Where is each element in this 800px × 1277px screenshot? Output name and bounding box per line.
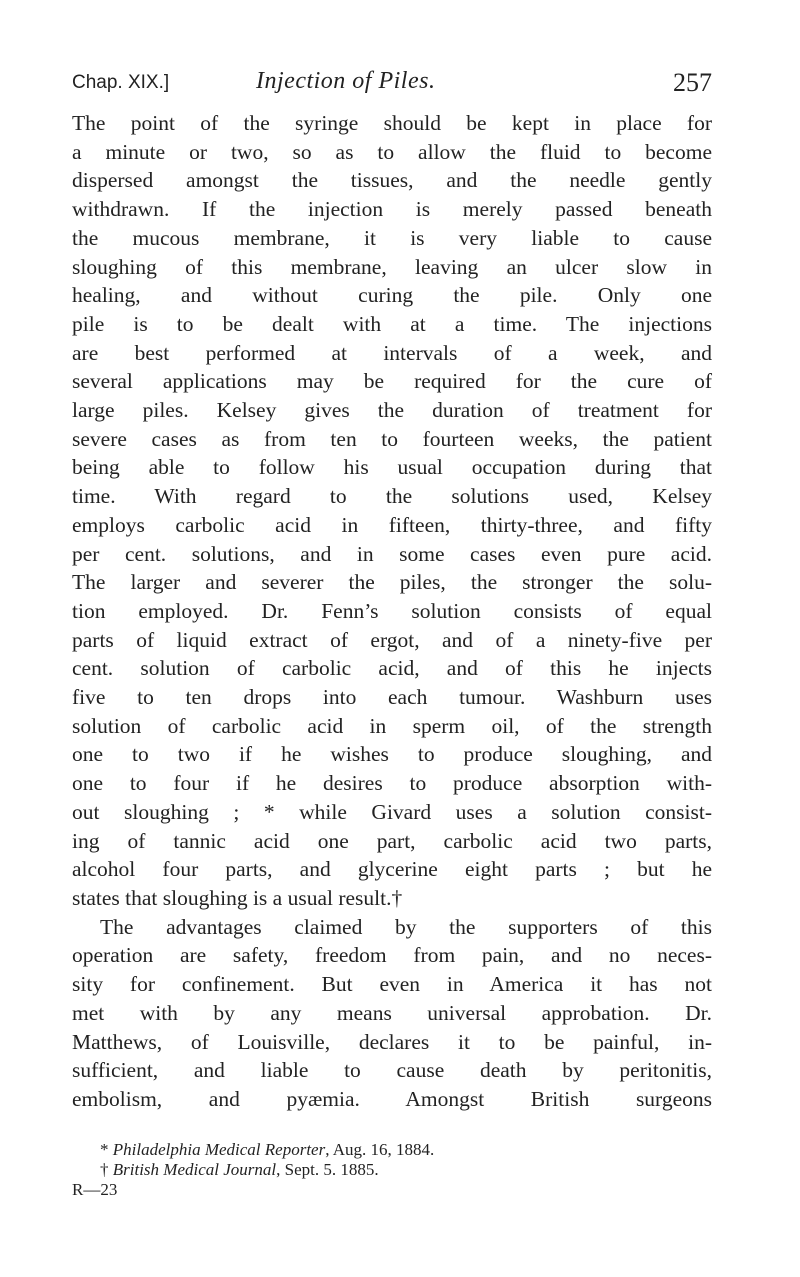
text-line: a minute or two, so as to allow the fluid to become — [72, 139, 712, 164]
text-line: employs carbolic acid in fifteen, thirty-three, and fifty — [72, 512, 712, 537]
footnote-marker: † — [100, 1160, 113, 1179]
running-header — [72, 68, 712, 104]
text-line: states that sloughing is a usual result.† — [72, 885, 403, 910]
text-line: met with by any means universal approbation. Dr. — [72, 1000, 712, 1025]
footnote-list — [72, 1140, 712, 1180]
text-line: parts of liquid extract of ergot, and of a ninety-five per — [72, 627, 712, 652]
text-line: several applications may be required for the cure of — [72, 369, 712, 394]
signature-mark: R—23 — [72, 1180, 118, 1199]
text-line: tion employed. Dr. Fenn’s solution consists of equal — [72, 598, 712, 623]
running-title: Injection of Piles. — [256, 68, 436, 94]
footnote-detail: , Aug. 16, 1884. — [325, 1140, 435, 1159]
text-line: five to ten drops into each tumour. Washburn uses — [72, 685, 712, 710]
text-line: withdrawn. If the injection is merely passed beneath — [72, 197, 712, 222]
text-line: out sloughing ; * while Givard uses a solution consist- — [72, 799, 712, 824]
text-line: solution of carbolic acid in sperm oil, of the strength — [72, 713, 712, 738]
text-line: sloughing of this membrane, leaving an ulcer slow in — [72, 254, 712, 279]
footnote — [72, 1160, 712, 1180]
text-line: cent. solution of carbolic acid, and of this he injects — [72, 656, 712, 681]
text-line: The larger and severer the piles, the stronger the solu- — [72, 570, 712, 595]
page-number: 257 — [673, 68, 712, 97]
footnotes — [72, 1140, 712, 1200]
text-line: time. With regard to the solutions used, Kelsey — [72, 484, 712, 509]
text-line: operation are safety, freedom from pain, and no neces- — [72, 943, 712, 968]
text-line: The point of the syringe should be kept in place for — [72, 111, 712, 135]
text-line: healing, and without curing the pile. Only one — [72, 283, 712, 308]
text-line: severe cases as from ten to fourteen weeks, the patient — [72, 426, 712, 451]
text-line: large piles. Kelsey gives the duration of treatment for — [72, 398, 712, 423]
text-line: pile is to be dealt with at a time. The injections — [72, 311, 712, 336]
chapter-label: Chap. XIX.] — [72, 72, 170, 93]
footnote-source: British Medical Journal — [112, 1160, 277, 1179]
footnote-marker: * — [100, 1140, 113, 1159]
footnote-source: Philadelphia Medical Reporter — [112, 1140, 326, 1159]
footnote-detail: , Sept. 5. 1885. — [276, 1160, 379, 1179]
text-line: one to two if he wishes to produce sloughing, and — [72, 742, 712, 767]
text-line: Matthews, of Louisville, declares it to be painful, in- — [72, 1029, 712, 1054]
footnote — [72, 1140, 712, 1160]
text-line: The advantages claimed by the supporters of this — [100, 914, 712, 939]
text-line: one to four if he desires to produce absorption with- — [72, 771, 712, 796]
text-line: are best performed at intervals of a week, and — [72, 340, 712, 365]
body-text — [72, 109, 712, 1114]
text-line: per cent. solutions, and in some cases even pure acid. — [72, 541, 712, 566]
text-line: being able to follow his usual occupation during that — [72, 455, 712, 480]
text-line: embolism, and pyæmia. Amongst British surgeons — [72, 1086, 712, 1111]
text-line: sufficient, and liable to cause death by peritonitis, — [72, 1058, 712, 1083]
text-line: sity for confinement. But even in America it has not — [72, 972, 712, 997]
text-line: dispersed amongst the tissues, and the needle gently — [72, 168, 712, 193]
text-line: ing of tannic acid one part, carbolic acid two parts, — [72, 828, 712, 853]
text-line: the mucous membrane, it is very liable to cause — [72, 225, 712, 250]
text-line: alcohol four parts, and glycerine eight parts ; but he — [72, 857, 712, 882]
